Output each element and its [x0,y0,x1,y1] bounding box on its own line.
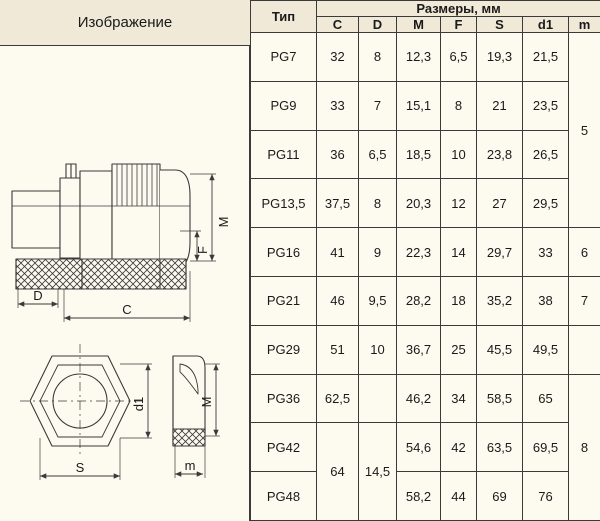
cell-S: 69 [477,472,523,521]
table-row [251,374,600,423]
table-header-row-1 [251,1,600,17]
cell-M: 20,3 [397,179,441,228]
cell-S: 27 [477,179,523,228]
header-col-F: F [441,17,477,33]
dim-label-d1: d1 [131,396,146,412]
table-row [251,228,600,277]
dim-label-S: S [75,460,85,475]
header-col-D: D [359,17,397,33]
dim-label-M-bottom: M [199,396,214,408]
cell-C: 62,5 [317,374,359,423]
table-row [251,325,600,374]
cell-M: 36,7 [397,325,441,374]
cell-C: 33 [317,81,359,130]
cell-M: 58,2 [397,472,441,521]
cell-type: PG16 [251,228,317,277]
cell-S: 45,5 [477,325,523,374]
cell-m: 5 [569,33,600,228]
cell-F: 42 [441,423,477,472]
cell-D: 14,5 [359,423,397,521]
cell-M: 54,6 [397,423,441,472]
dim-label-F: F [195,246,210,254]
cell-type: PG11 [251,130,317,179]
table-row [251,472,600,521]
spec-table [250,0,600,521]
table-row [251,276,600,325]
image-panel-title: Изображение [77,14,173,31]
cell-S: 58,5 [477,374,523,423]
cell-M: 18,5 [397,130,441,179]
cell-S: 35,2 [477,276,523,325]
cell-F: 18 [441,276,477,325]
cell-S: 19,3 [477,33,523,82]
cell-d1: 29,5 [523,179,569,228]
cell-S: 21 [477,81,523,130]
image-panel-header [0,0,250,46]
cell-d1: 49,5 [523,325,569,374]
cell-C: 64 [317,423,359,521]
cell-F: 44 [441,472,477,521]
cell-m: 7 [569,276,600,325]
cell-S: 63,5 [477,423,523,472]
header-col-C: C [317,17,359,33]
cell-F: 6,5 [441,33,477,82]
table-row [251,130,600,179]
cell-F: 34 [441,374,477,423]
dim-label-D: D [33,288,43,303]
cell-m: 8 [569,374,600,520]
cell-F: 10 [441,130,477,179]
cell-d1: 21,5 [523,33,569,82]
cell-C: 41 [317,228,359,277]
cell-D-empty [359,374,397,423]
cell-F: 14 [441,228,477,277]
table-row [251,81,600,130]
cell-M: 46,2 [397,374,441,423]
cell-C: 51 [317,325,359,374]
cell-D: 9 [359,228,397,277]
image-panel [0,0,250,521]
cell-type: PG7 [251,33,317,82]
cell-M: 12,3 [397,33,441,82]
cell-M: 28,2 [397,276,441,325]
cell-D: 7 [359,81,397,130]
cell-F: 8 [441,81,477,130]
cell-M: 15,1 [397,81,441,130]
table-row [251,423,600,472]
header-col-M: M [397,17,441,33]
cell-type: PG9 [251,81,317,130]
cell-m-empty [569,325,600,374]
cell-d1: 65 [523,374,569,423]
cell-d1: 69,5 [523,423,569,472]
cell-type: PG21 [251,276,317,325]
cell-D: 6,5 [359,130,397,179]
cell-D: 10 [359,325,397,374]
table-row [251,179,600,228]
cell-type: PG29 [251,325,317,374]
header-col-S: S [477,17,523,33]
cell-d1: 33 [523,228,569,277]
cell-d1: 76 [523,472,569,521]
cell-m: 6 [569,228,600,277]
cell-d1: 38 [523,276,569,325]
cell-type: PG13,5 [251,179,317,228]
header-col-d1: d1 [523,17,569,33]
cell-D: 9,5 [359,276,397,325]
cell-C: 37,5 [317,179,359,228]
cell-F: 12 [441,179,477,228]
cell-type: PG42 [251,423,317,472]
header-type: Тип [251,1,317,33]
cell-S: 29,7 [477,228,523,277]
cell-type: PG48 [251,472,317,521]
spec-table-wrap [250,0,600,521]
cell-D: 8 [359,179,397,228]
cell-type: PG36 [251,374,317,423]
cell-S: 23,8 [477,130,523,179]
cell-M: 22,3 [397,228,441,277]
header-col-m: m [569,17,600,33]
header-sizes: Размеры, мм [317,1,600,17]
cell-d1: 23,5 [523,81,569,130]
cell-F: 25 [441,325,477,374]
dim-label-C: C [122,302,132,317]
dim-label-M-top: M [216,216,231,228]
cell-C: 46 [317,276,359,325]
cell-D: 8 [359,33,397,82]
cell-C: 36 [317,130,359,179]
cable-gland-drawing [0,46,249,521]
table-row [251,33,600,82]
dim-label-m: m [184,458,196,473]
cell-d1: 26,5 [523,130,569,179]
cell-C: 32 [317,33,359,82]
